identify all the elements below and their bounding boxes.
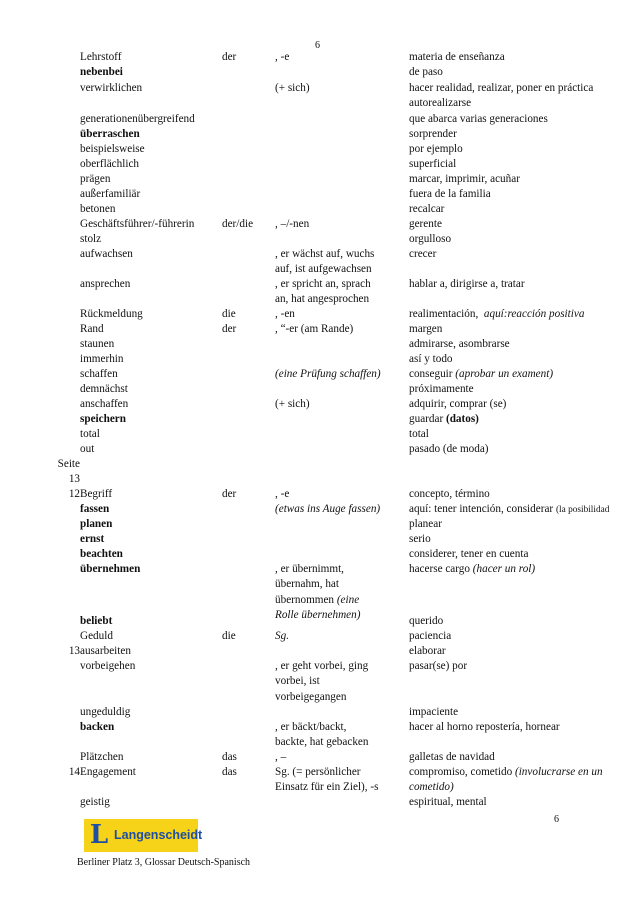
- german-term: Plätzchen: [80, 751, 124, 763]
- spanish-translation: margen: [409, 323, 443, 335]
- translation-text: hacerse cargo: [409, 563, 470, 575]
- spanish-translation: espiritual, mental: [409, 796, 487, 808]
- german-term: backen: [80, 721, 115, 733]
- page-reference: 13: [68, 473, 80, 485]
- grammar-line: Einsatz für ein Ziel), -s: [275, 781, 379, 794]
- german-term: planen: [80, 518, 113, 530]
- grammar-note: (etwas ins Auge fassen): [275, 503, 381, 515]
- page-number-top: 6: [315, 40, 320, 51]
- grammar-line: , er spricht an, sprach: [275, 278, 371, 290]
- spanish-translation: que abarca varias generaciones: [409, 113, 548, 125]
- grammar-note: , “-er (am Rande): [275, 323, 354, 335]
- spanish-translation: elaborar: [409, 645, 446, 657]
- german-term: vorbeigehen: [80, 660, 136, 672]
- spanish-translation: así y todo: [409, 353, 453, 365]
- german-term: anschaffen: [80, 398, 129, 410]
- translation-line: cometido): [409, 781, 454, 794]
- article: die: [222, 630, 236, 642]
- page-reference: 13: [68, 645, 80, 657]
- german-term: ausarbeiten: [80, 645, 131, 657]
- grammar-line: vorbeigegangen: [275, 690, 347, 703]
- grammar-example: (eine: [336, 593, 360, 606]
- spanish-translation: recalcar: [409, 203, 445, 215]
- german-term: Engagement: [80, 766, 136, 778]
- page-reference: 14: [68, 766, 80, 778]
- grammar-note: , -e: [275, 488, 290, 500]
- german-term: beachten: [80, 548, 123, 560]
- translation-text: realimentación,: [409, 308, 479, 320]
- spanish-translation: sorprender: [409, 128, 457, 140]
- german-term: schaffen: [80, 368, 118, 380]
- grammar-note: [275, 562, 405, 623]
- german-term: beispielsweise: [80, 143, 145, 155]
- spanish-translation: orgulloso: [409, 233, 452, 245]
- grammar-text: übernommen: [275, 593, 335, 606]
- translation-text: guardar: [409, 413, 444, 425]
- grammar-line: , er wächst auf, wuchs: [275, 248, 375, 260]
- article: das: [222, 751, 237, 763]
- german-term: oberflächlich: [80, 158, 140, 170]
- spanish-translation: de paso: [409, 66, 443, 78]
- page-reference: Seite: [57, 458, 80, 470]
- spanish-translation: considerer, tener en cuenta: [409, 548, 529, 560]
- grammar-line: , er bäckt/backt,: [275, 721, 347, 733]
- german-term: Rückmeldung: [80, 308, 143, 320]
- german-term: ansprechen: [80, 278, 131, 290]
- grammar-line: an, hat angesprochen: [275, 293, 370, 306]
- german-term: ungeduldig: [80, 706, 131, 718]
- grammar-line: Rolle übernehmen): [275, 608, 361, 621]
- grammar-line: , er übernimmt,: [275, 563, 344, 575]
- spanish-translation: pasar(se) por: [409, 660, 468, 672]
- german-term: betonen: [80, 203, 116, 215]
- article: der: [222, 323, 237, 335]
- article: die: [222, 308, 236, 320]
- german-term: überraschen: [80, 128, 140, 140]
- german-term: beliebt: [80, 615, 113, 627]
- grammar-line: übernahm, hat: [275, 578, 339, 591]
- spanish-translation: total: [409, 428, 429, 440]
- article: der/die: [222, 218, 254, 230]
- german-term: prägen: [80, 173, 111, 185]
- grammar-note: [275, 277, 405, 308]
- german-term: Geschäftsführer/-führerin: [80, 218, 195, 230]
- spanish-translation: gerente: [409, 218, 442, 230]
- translation-note: aquí:reacción positiva: [483, 308, 585, 320]
- spanish-translation: [409, 307, 638, 322]
- grammar-note: (eine Prüfung schaffen): [275, 368, 381, 380]
- german-term: nebenbei: [80, 66, 123, 78]
- grammar-note: , -en: [275, 308, 295, 320]
- grammar-note: , -e: [275, 51, 290, 63]
- translation-note: (aprobar un exament): [455, 368, 554, 380]
- grammar-line: , er geht vorbei, ging: [275, 660, 369, 672]
- german-term: Geduld: [80, 630, 113, 642]
- german-term: total: [80, 428, 100, 440]
- spanish-translation: fuera de la familia: [409, 188, 491, 200]
- spanish-translation: marcar, imprimir, acuñar: [409, 173, 520, 185]
- translation-line: [409, 765, 638, 780]
- grammar-note: [275, 720, 405, 751]
- grammar-note: , –: [275, 751, 287, 763]
- spanish-translation: pasado (de moda): [409, 443, 489, 455]
- spanish-translation: hablar a, dirigirse a, tratar: [409, 278, 525, 290]
- german-term: verwirklichen: [80, 82, 143, 94]
- spanish-translation: próximamente: [409, 383, 474, 395]
- spanish-translation: [409, 367, 638, 382]
- grammar-note: (+ sich): [275, 82, 310, 94]
- page-number-bottom: 6: [554, 814, 559, 825]
- spanish-translation: admirarse, asombrarse: [409, 338, 510, 350]
- german-term: speichern: [80, 413, 126, 425]
- translation-text: compromiso, cometido: [409, 766, 513, 778]
- spanish-translation: galletas de navidad: [409, 751, 495, 763]
- translation-line: autorealizarse: [409, 97, 472, 110]
- article: der: [222, 51, 237, 63]
- translation-text: aquí: tener intención, considerar: [409, 503, 554, 515]
- grammar-line: backte, hat gebacken: [275, 736, 369, 749]
- translation-note: (datos): [445, 413, 479, 425]
- grammar-note: [275, 247, 405, 278]
- german-term: out: [80, 443, 95, 455]
- footer-text: Berliner Platz 3, Glossar Deutsch-Spanisch: [77, 857, 251, 868]
- german-term: geistig: [80, 796, 110, 808]
- langenscheidt-logo: [84, 819, 203, 852]
- logo-l-icon: L: [89, 820, 109, 850]
- grammar-note: [275, 659, 405, 705]
- translation-line: hacer realidad, realizar, poner en práctica: [409, 82, 594, 94]
- spanish-translation: paciencia: [409, 630, 452, 642]
- grammar-line: vorbei, ist: [275, 675, 320, 688]
- german-term: fassen: [80, 503, 110, 515]
- german-term: staunen: [80, 338, 115, 350]
- spanish-translation: [409, 412, 638, 427]
- german-term: immerhin: [80, 353, 124, 365]
- german-term: generationenübergreifend: [80, 113, 195, 125]
- spanish-translation: querido: [409, 615, 444, 627]
- translation-note: (la posibilidad: [555, 505, 610, 515]
- grammar-note: [275, 765, 405, 796]
- spanish-translation: hacer al horno repostería, hornear: [409, 721, 560, 733]
- german-term: außerfamiliär: [80, 188, 141, 200]
- german-term: ernst: [80, 533, 105, 545]
- german-term: übernehmen: [80, 563, 141, 575]
- translation-note: (involucrarse en un: [514, 766, 603, 778]
- logo-text: Langenscheidt: [114, 828, 203, 842]
- spanish-translation: por ejemplo: [409, 143, 463, 155]
- page-reference: 12: [68, 488, 80, 500]
- spanish-translation: serio: [409, 533, 431, 545]
- grammar-line: [275, 593, 405, 608]
- german-term: demnächst: [80, 383, 128, 395]
- grammar-line: Sg. (= persönlicher: [275, 766, 361, 778]
- grammar-note: (+ sich): [275, 398, 310, 410]
- german-term: aufwachsen: [80, 248, 133, 260]
- spanish-translation: superficial: [409, 158, 457, 170]
- article: der: [222, 488, 237, 500]
- translation-text: conseguir: [409, 368, 453, 380]
- spanish-translation: concepto, término: [409, 488, 490, 500]
- german-term: Begriff: [80, 488, 113, 500]
- grammar-line: auf, ist aufgewachsen: [275, 263, 372, 276]
- spanish-translation: impaciente: [409, 706, 459, 718]
- spanish-translation: [409, 562, 638, 577]
- spanish-translation: [409, 502, 638, 518]
- spanish-translation: planear: [409, 518, 442, 530]
- german-term: stolz: [80, 233, 102, 245]
- spanish-translation: adquirir, comprar (se): [409, 398, 507, 410]
- spanish-translation: materia de enseñanza: [409, 51, 505, 63]
- german-term: Rand: [80, 323, 104, 335]
- spanish-translation: [409, 765, 638, 796]
- article: das: [222, 766, 237, 778]
- spanish-translation: [409, 81, 638, 112]
- german-term: Lehrstoff: [80, 51, 122, 63]
- grammar-note: Sg.: [275, 630, 289, 642]
- grammar-note: , –/-nen: [275, 218, 310, 230]
- translation-note: (hacer un rol): [472, 563, 536, 575]
- spanish-translation: crecer: [409, 248, 437, 260]
